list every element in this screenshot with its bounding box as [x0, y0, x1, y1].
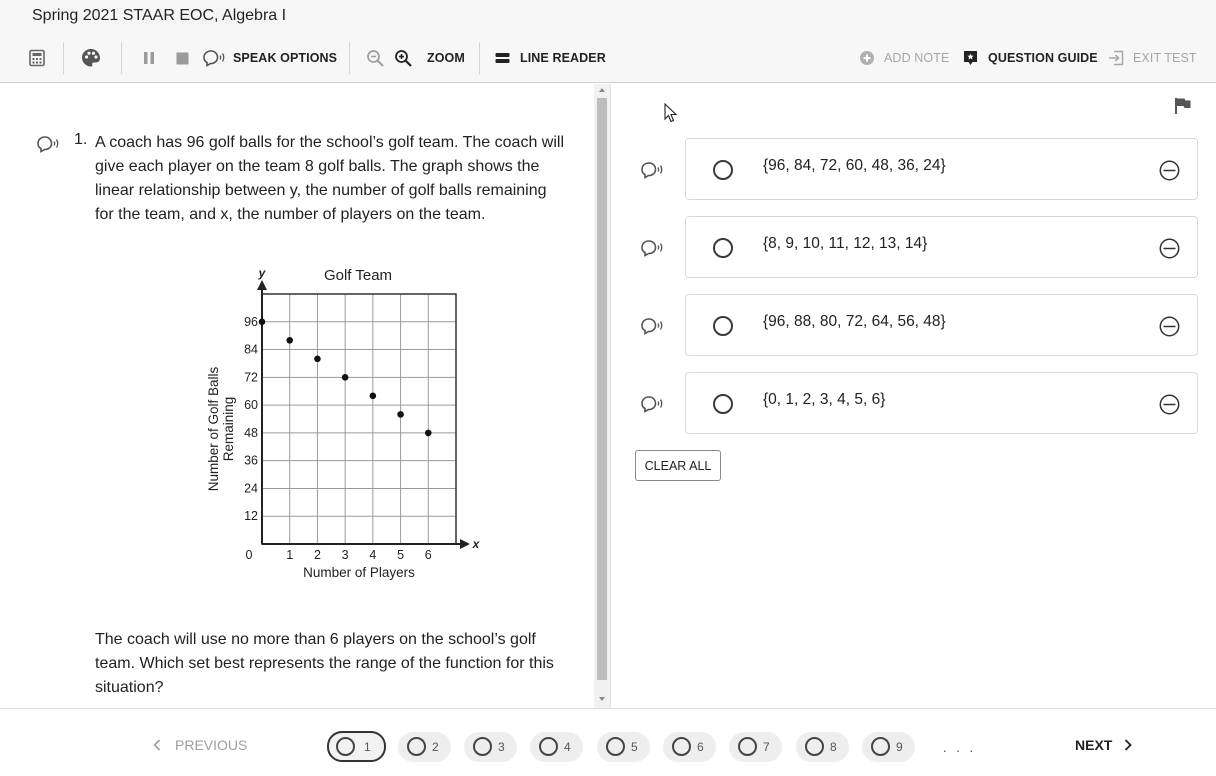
stop-icon [176, 52, 189, 65]
question-status-circle [606, 737, 625, 756]
question-guide-button[interactable] [963, 33, 1098, 83]
eliminate-icon[interactable] [1159, 316, 1180, 337]
answer-label: {0, 1, 2, 3, 4, 5, 6} [763, 391, 886, 408]
question-line: A coach has 96 golf balls for the school’s golf team. The coach will [95, 134, 565, 151]
scroll-up-arrow[interactable] [599, 88, 605, 92]
question-nav-9[interactable] [862, 732, 915, 762]
eliminate-icon[interactable] [1159, 238, 1180, 259]
y-tick-label: 24 [244, 481, 258, 496]
exit-test-button[interactable] [1108, 33, 1197, 83]
footer-nav [0, 708, 1216, 776]
add-note-label: ADD NOTE [884, 51, 950, 65]
stop-button[interactable] [176, 33, 189, 83]
speak-options-button[interactable] [202, 33, 337, 83]
prompt-line: team. Which set best represents the range of the function for this [95, 655, 554, 672]
question-nav-7[interactable] [729, 732, 782, 762]
data-point [259, 318, 266, 325]
y-tick-label: 96 [244, 314, 258, 329]
test-title: Spring 2021 STAAR EOC, Algebra I [32, 7, 287, 24]
data-point [314, 356, 321, 363]
y-axis-letter: y [258, 266, 266, 280]
eliminate-icon[interactable] [1159, 160, 1180, 181]
question-line: linear relationship between y, the number of golf balls remaining [95, 182, 547, 199]
y-tick-label: 60 [244, 398, 258, 413]
answer-radio[interactable] [713, 238, 733, 258]
question-nav-number: 9 [896, 740, 903, 754]
exit-icon [1108, 50, 1124, 66]
y-tick-label: 72 [244, 370, 258, 385]
previous-label: PREVIOUS [175, 737, 248, 753]
question-status-circle [672, 737, 691, 756]
toolbar-divider [121, 42, 122, 74]
origin-label: 0 [245, 548, 253, 562]
question-nav-number: 8 [830, 740, 837, 754]
answer-radio[interactable] [713, 394, 733, 414]
question-line: give each player on the team 8 golf balls. The graph shows the [95, 158, 540, 175]
flag-icon[interactable] [1174, 97, 1192, 115]
toolbar-divider [479, 42, 480, 74]
question-nav-6[interactable] [663, 732, 716, 762]
answer-label: {96, 84, 72, 60, 48, 36, 24} [763, 157, 946, 174]
prompt-line: situation? [95, 679, 164, 696]
x-tick-label: 3 [341, 548, 349, 562]
question-nav-3[interactable] [464, 732, 517, 762]
question-nav-1[interactable] [327, 731, 386, 762]
data-point [370, 393, 377, 400]
answer-speak-icon[interactable] [640, 317, 666, 335]
question-prompt [95, 628, 575, 700]
question-guide-icon [963, 50, 978, 66]
question-scrollbar[interactable] [594, 84, 610, 708]
calculator-button[interactable] [28, 33, 46, 83]
pause-icon [142, 51, 156, 65]
x-axis-letter: x [472, 537, 480, 551]
exit-test-label: EXIT TEST [1133, 51, 1197, 65]
question-status-circle [738, 737, 757, 756]
y-axis-arrow [257, 280, 267, 290]
line-reader-label: LINE READER [520, 51, 606, 65]
y-tick-label: 12 [244, 509, 258, 524]
answer-option[interactable] [685, 372, 1198, 434]
question-status-circle [407, 737, 426, 756]
y-tick-label: 84 [244, 342, 258, 357]
data-point [342, 374, 349, 381]
x-tick-label: 5 [397, 548, 405, 562]
question-nav-number: 7 [763, 740, 770, 754]
x-tick-label: 6 [424, 548, 432, 562]
calculator-icon [28, 49, 46, 67]
question-status-circle [473, 737, 492, 756]
question-nav-5[interactable] [597, 732, 650, 762]
chevron-right-icon [1124, 739, 1132, 751]
x-tick-label: 2 [313, 548, 321, 562]
data-point [425, 430, 432, 437]
question-status-circle [539, 737, 558, 756]
answer-option[interactable] [685, 216, 1198, 278]
question-guide-label: QUESTION GUIDE [988, 51, 1098, 65]
y-axis-label: Number of Golf BallsRemaining [206, 366, 236, 492]
question-nav-2[interactable] [398, 732, 451, 762]
answer-speak-icon[interactable] [640, 161, 666, 179]
mouse-cursor-icon [664, 103, 678, 123]
answer-option[interactable] [685, 138, 1198, 200]
answer-option[interactable] [685, 294, 1198, 356]
x-tick-label: 4 [369, 548, 377, 562]
zoom-label: ZOOM [427, 51, 465, 65]
question-status-circle [871, 737, 890, 756]
question-status-circle [805, 737, 824, 756]
data-point [286, 337, 293, 344]
pause-button[interactable] [142, 33, 156, 83]
chevron-left-icon [153, 739, 161, 751]
palette-icon [80, 47, 102, 69]
clear-all-button[interactable]: CLEAR ALL [635, 450, 721, 481]
question-nav-number: 3 [498, 740, 505, 754]
question-line: for the team, and x, the number of players on the team. [95, 206, 486, 223]
question-nav-number: 1 [364, 740, 371, 754]
zoom-out-button[interactable] [366, 33, 385, 83]
answer-radio[interactable] [713, 160, 733, 180]
zoom-out-icon [366, 49, 385, 68]
y-tick-label: 48 [244, 425, 258, 440]
question-nav-number: 5 [631, 740, 638, 754]
question-number: 1. [74, 131, 88, 148]
x-tick-label: 1 [286, 548, 294, 562]
title-bar [0, 0, 1216, 33]
question-nav-number: 6 [697, 740, 704, 754]
color-palette-button[interactable] [80, 33, 102, 83]
toolbar [0, 33, 1216, 83]
x-axis-arrow [460, 539, 470, 549]
question-nav-8[interactable] [796, 732, 849, 762]
answer-speak-icon[interactable] [640, 395, 666, 413]
chart-tick-labels [244, 315, 432, 562]
zoom-in-icon [394, 49, 413, 68]
previous-button[interactable] [153, 737, 247, 753]
golf-team-graph [196, 258, 486, 588]
speak-icon [202, 49, 228, 67]
chart-grid [262, 294, 456, 544]
data-point [397, 411, 404, 418]
add-note-icon [859, 50, 875, 66]
chart-title: Golf Team [323, 267, 393, 284]
toolbar-divider [349, 42, 350, 74]
scroll-down-arrow[interactable] [599, 697, 605, 701]
prompt-line: The coach will use no more than 6 players on the school’s golf [95, 631, 536, 648]
plot-border [262, 294, 456, 544]
question-nav-number: 2 [432, 740, 439, 754]
line-reader-icon [495, 52, 510, 64]
answer-speak-icon[interactable] [640, 239, 666, 257]
toolbar-divider [63, 42, 64, 74]
line-reader-button[interactable] [495, 33, 606, 83]
next-button[interactable] [1075, 737, 1132, 753]
question-speak-icon[interactable] [36, 135, 62, 153]
answer-label: {96, 88, 80, 72, 64, 56, 48} [763, 313, 946, 330]
more-questions-ellipsis[interactable]: . . . [943, 740, 977, 755]
answer-label: {8, 9, 10, 11, 12, 13, 14} [763, 235, 928, 252]
question-nav-number: 4 [564, 740, 571, 754]
next-label: NEXT [1075, 737, 1113, 753]
question-stem [95, 131, 575, 227]
answer-radio[interactable] [713, 316, 733, 336]
y-tick-label: 36 [244, 453, 258, 468]
scrollbar-thumb[interactable] [597, 98, 607, 680]
chart-axes [257, 266, 481, 551]
speak-options-label: SPEAK OPTIONS [233, 51, 338, 65]
x-axis-label: Number of Players [303, 565, 415, 580]
eliminate-icon[interactable] [1159, 394, 1180, 415]
question-nav-4[interactable] [530, 732, 583, 762]
zoom-in-button[interactable] [394, 33, 465, 83]
question-status-circle [336, 737, 355, 756]
add-note-button[interactable] [859, 33, 949, 83]
